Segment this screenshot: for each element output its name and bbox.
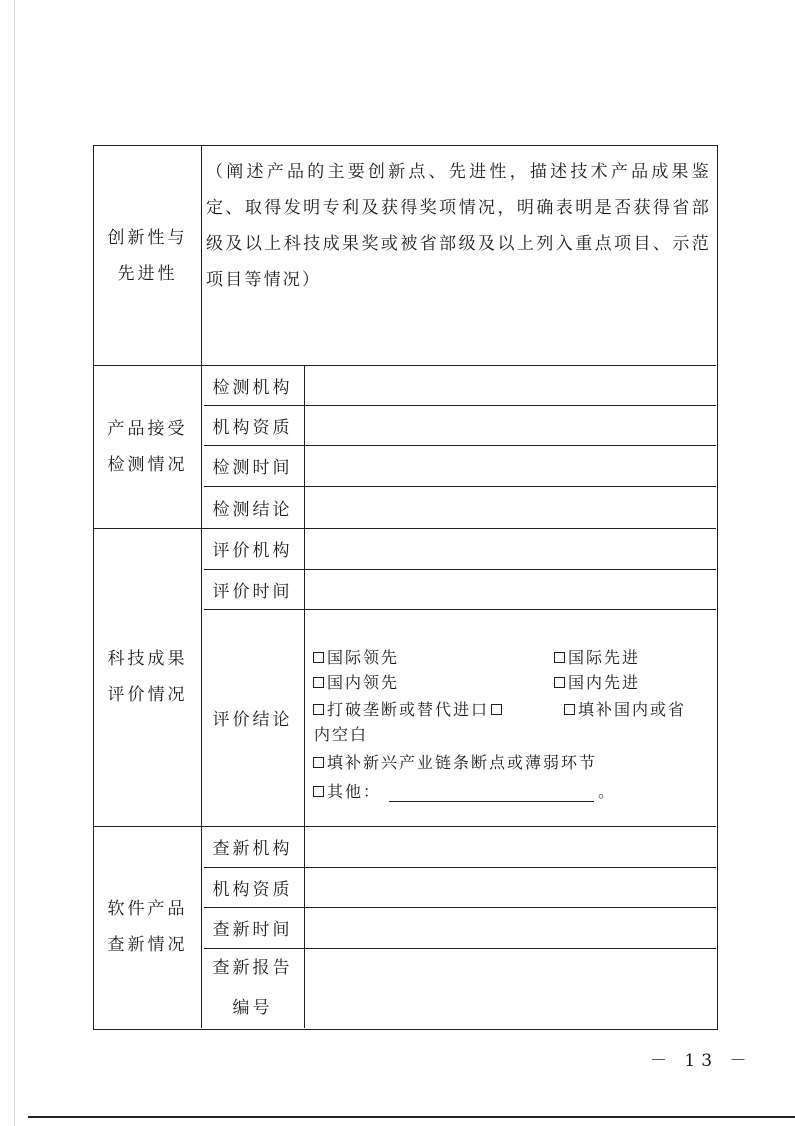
innovation-section-label — [94, 146, 201, 365]
search-qualification-field[interactable] — [305, 868, 716, 907]
option-label: 国际先进 — [568, 648, 641, 667]
other-input-line[interactable] — [389, 787, 594, 802]
bottom-edge-line — [28, 1116, 795, 1118]
evaluation-time-label: 评价时间 — [212, 581, 293, 602]
inspection-label-line2: 检测情况 — [107, 454, 188, 475]
software-section-label — [94, 826, 201, 1028]
option-break-monopoly[interactable] — [313, 697, 505, 720]
checkbox[interactable] — [313, 757, 324, 768]
checkbox[interactable] — [554, 652, 565, 663]
option-label: 填补国内或省 — [578, 700, 687, 719]
evaluation-agency-field[interactable] — [305, 529, 716, 569]
evaluation-label-line1: 科技成果 — [107, 649, 188, 669]
inspection-time-label: 检测时间 — [212, 458, 293, 478]
evaluation-section-label — [94, 528, 201, 826]
page-number: － 13 － — [650, 1051, 753, 1071]
option-other[interactable] — [313, 779, 616, 802]
option-domestic-leading[interactable] — [313, 670, 399, 693]
option-label: 其他： — [327, 782, 382, 801]
option-intl-advanced[interactable] — [554, 645, 640, 668]
option-fill-domestic-gap[interactable] — [564, 697, 686, 720]
evaluation-time-field[interactable] — [305, 570, 716, 609]
inspection-agency-field[interactable] — [305, 366, 716, 405]
inspection-qualification-label: 机构资质 — [212, 417, 293, 438]
option-fill-chain-gap[interactable] — [313, 750, 597, 773]
inspection-time-field[interactable] — [305, 446, 716, 486]
option-end: 。 — [598, 782, 617, 801]
evaluation-agency-label: 评价机构 — [212, 541, 293, 561]
inspection-qualification-field[interactable] — [305, 406, 716, 445]
page-edge-line — [14, 0, 15, 1126]
inspection-agency-label: 检测机构 — [212, 377, 293, 398]
innovation-label-line1: 创新性与 — [107, 227, 188, 248]
software-label-line2: 查新情况 — [107, 935, 188, 955]
checkbox[interactable] — [564, 704, 575, 715]
innovation-label-line2: 先进性 — [117, 263, 178, 284]
search-report-number-field[interactable] — [305, 949, 716, 1028]
checkbox[interactable] — [313, 704, 324, 715]
inspection-label-line1: 产品接受 — [107, 418, 188, 439]
inspection-section-label — [94, 365, 201, 528]
option-fill-domestic-gap-cont — [314, 722, 368, 745]
application-form-table — [93, 145, 718, 1030]
search-report-label-line2: 编号 — [232, 998, 273, 1018]
checkbox[interactable] — [313, 652, 324, 663]
inspection-conclusion-label: 检测结论 — [212, 499, 293, 520]
option-label: 打破垄断或替代进口 — [327, 700, 490, 719]
software-label-line1: 软件产品 — [107, 899, 188, 919]
evaluation-label-line2: 评价情况 — [107, 685, 188, 705]
search-qualification-label: 机构资质 — [212, 879, 293, 900]
search-agency-label: 查新机构 — [212, 839, 293, 859]
search-report-number-label — [201, 948, 304, 1028]
option-label-cont: 内空白 — [314, 725, 369, 744]
evaluation-conclusion-label: 评价结论 — [212, 710, 293, 730]
option-label: 国内领先 — [327, 673, 400, 692]
search-time-field[interactable] — [305, 908, 716, 948]
checkbox[interactable] — [554, 677, 565, 688]
option-label: 填补新兴产业链条断点或薄弱环节 — [327, 753, 598, 772]
search-agency-field[interactable] — [305, 827, 716, 867]
innovation-description: （阐述产品的主要创新点、先进性，描述技术产品成果鉴定、取得发明专利及获得奖项情况，明确表明是否获得省部级及以上科技成果奖或被省部级及以上列入重点项目、示范项目等情况） — [206, 162, 711, 290]
option-label: 国内先进 — [568, 673, 641, 692]
search-report-label-line1: 查新报告 — [212, 958, 293, 978]
option-label: 国际领先 — [327, 648, 400, 667]
inspection-conclusion-field[interactable] — [305, 487, 716, 528]
option-domestic-advanced[interactable] — [554, 670, 640, 693]
checkbox-inline-mark — [491, 704, 502, 715]
option-intl-leading[interactable] — [313, 645, 399, 668]
search-time-label: 查新时间 — [212, 920, 293, 940]
checkbox[interactable] — [313, 786, 324, 797]
checkbox[interactable] — [313, 677, 324, 688]
